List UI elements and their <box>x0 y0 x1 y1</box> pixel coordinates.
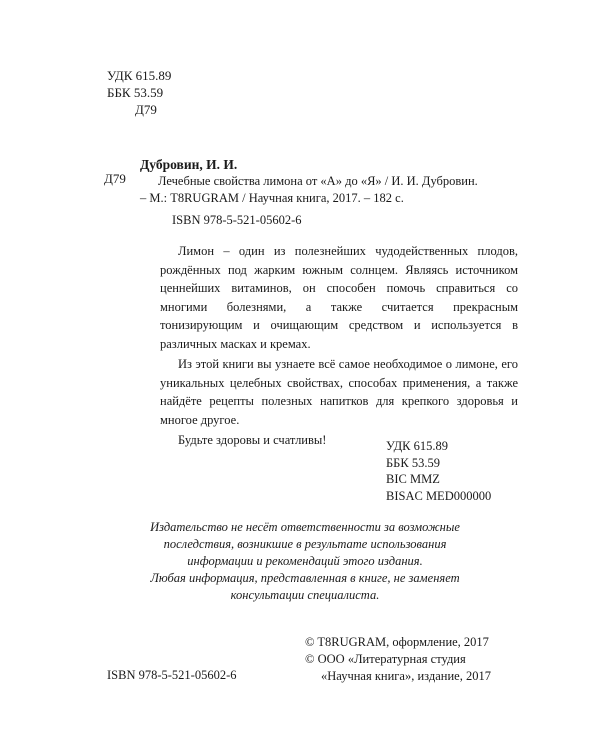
code-udk: УДК 615.89 <box>386 439 448 453</box>
code-bisac: BISAC MED000000 <box>386 488 492 503</box>
disclaimer-line: Издательство не несёт ответственности за возможные <box>150 520 460 534</box>
bibliographic-record <box>140 156 518 229</box>
disclaimer-line: Любая информация, представленная в книге, не заменяет <box>150 571 460 585</box>
disclaimer-line: консультации специалиста. <box>230 588 380 602</box>
code-bbk: ББК 53.59 <box>386 455 440 470</box>
header-author-mark: Д79 <box>135 102 157 117</box>
disclaimer-line: последствия, возникшие в результате использования <box>163 537 447 551</box>
author-name: Дубровин, И. И. <box>140 157 238 172</box>
disclaimer <box>110 519 500 604</box>
catalog-mark: Д79 <box>104 171 126 186</box>
annotation-paragraph-2: Из этой книги вы узнаете всё самое необходимое о лимоне, его уникальных целебных свойствах, способах применения, а также найдёте рецепты полезных напитков для крепкого здоровья и многое другое. <box>160 357 518 427</box>
footer-isbn: ISBN 978-5-521-05602-6 <box>107 668 237 682</box>
copyright-design: © T8RUGRAM, оформление, 2017 <box>305 635 489 649</box>
disclaimer-line: информации и рекомендаций этого издания. <box>187 554 423 568</box>
copyright-publisher: © ООО «Литературная студия <box>305 652 466 666</box>
record-isbn: ISBN 978-5-521-05602-6 <box>172 213 302 227</box>
copyright-edition: «Научная книга», издание, 2017 <box>321 669 491 683</box>
annotation-paragraph-1: Лимон – один из полезнейших чудодейственных плодов, рождённых под жарким южным солнцем. Являясь источником ценнейших витаминов, он способен помочь справиться со многими болезнями, а также считается прекрасным тонизирующим и очищающим средством и используется в различных масках и кремах. <box>160 244 518 351</box>
annotation-paragraph-3: Будьте здоровы и счатливы! <box>178 433 327 447</box>
annotation <box>160 242 518 450</box>
header-classification-codes <box>107 67 171 118</box>
classification-codes <box>386 438 491 504</box>
copyright-block <box>305 634 491 685</box>
header-bbk: ББК 53.59 <box>107 85 164 100</box>
header-udk: УДК 615.89 <box>107 68 172 83</box>
book-title-line: Лечебные свойства лимона от «А» до «Я» / И. И. Дубровин. <box>158 174 478 188</box>
code-bic: BIC MMZ <box>386 472 440 486</box>
imprint-line: – М.: T8RUGRAM / Научная книга, 2017. – 182 с. <box>140 191 404 205</box>
